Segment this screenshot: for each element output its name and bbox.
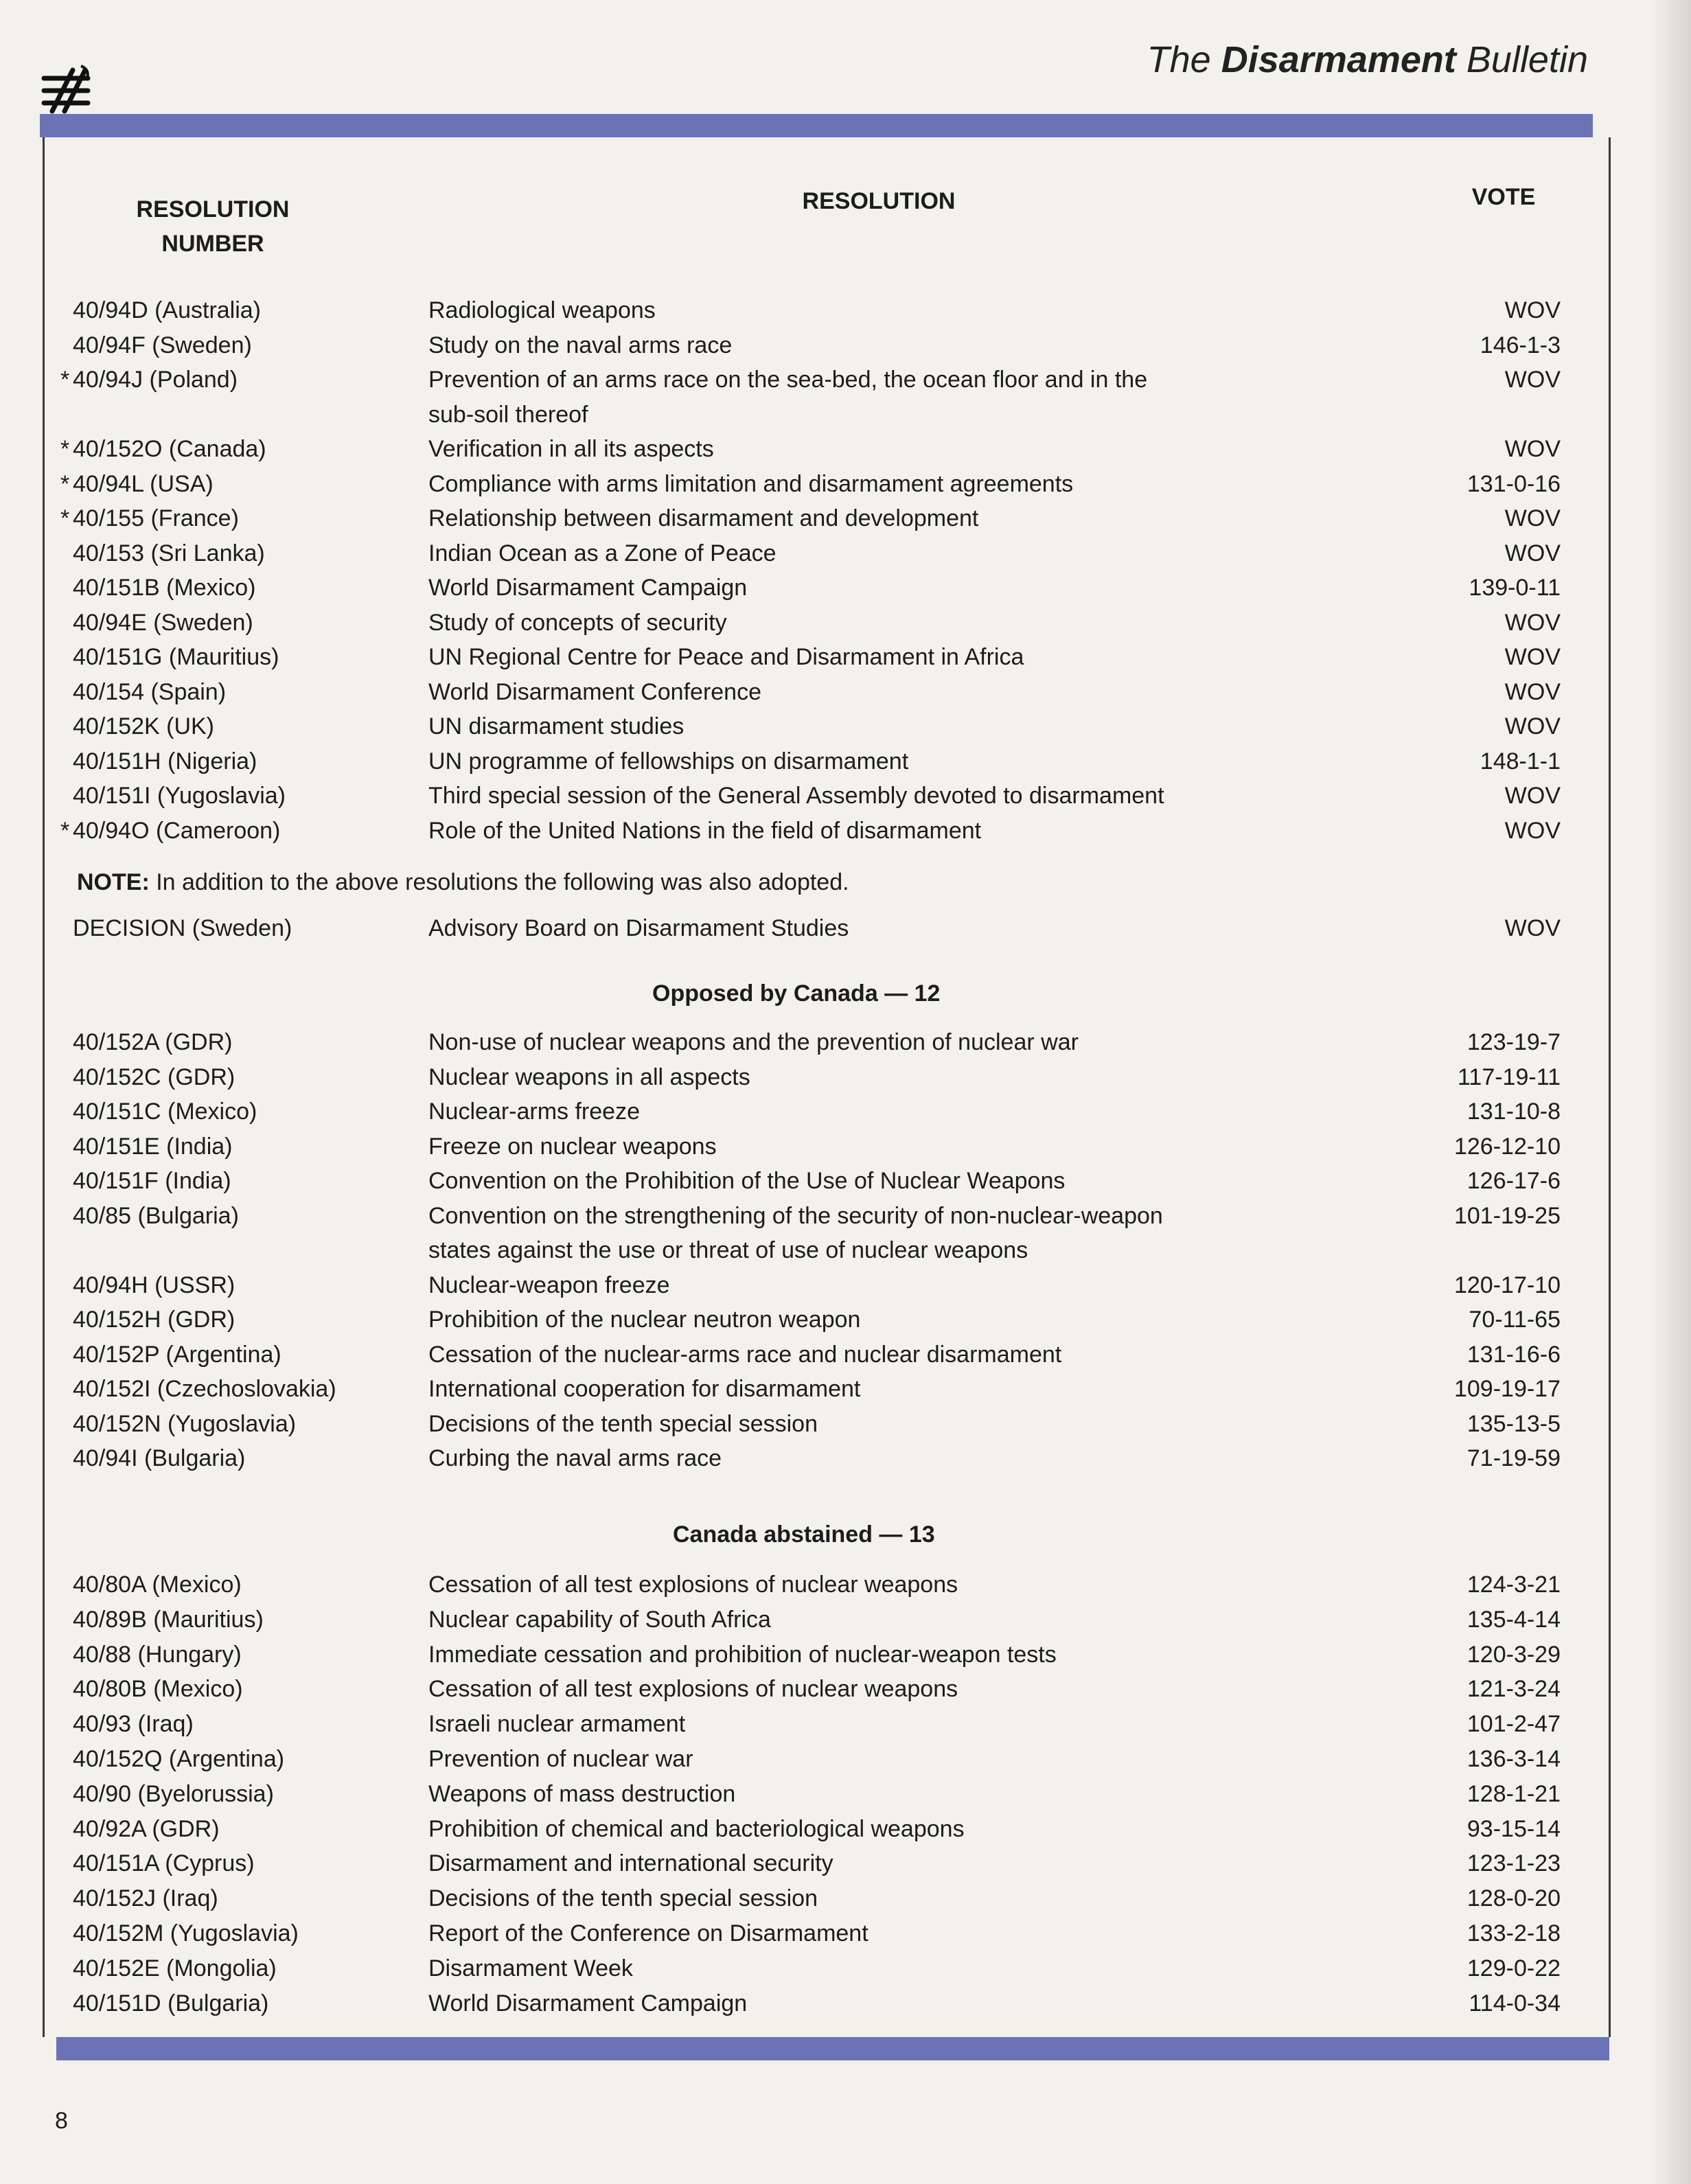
resolution-title: World Disarmament Campaign <box>428 575 748 601</box>
table-row <box>0 1340 1691 1374</box>
resolution-title: Prohibition of the nuclear neutron weapon <box>428 1307 861 1333</box>
resolution-title: Third special session of the General Assembly devoted to disarmament <box>428 783 1164 809</box>
resolution-title: Verification in all its aspects <box>428 436 714 462</box>
resolution-title: World Disarmament Campaign <box>428 1990 748 2016</box>
resolution-number: 40/152H (GDR) <box>73 1307 235 1333</box>
resolution-number: 40/80A (Mexico) <box>73 1572 242 1598</box>
resolution-vote: WOV <box>1504 783 1561 809</box>
resolution-title: Decisions of the tenth special session <box>428 1885 818 1912</box>
resolution-vote: WOV <box>1504 644 1561 670</box>
table-row <box>0 1605 1691 1639</box>
resolution-title: Prevention of an arms race on the sea-bed, the ocean floor and in the <box>428 367 1148 393</box>
note-label: NOTE: <box>77 869 150 895</box>
resolution-title: Nuclear-arms freeze <box>428 1099 640 1125</box>
decision-row <box>0 913 1691 947</box>
resolution-vote: 135-4-14 <box>1466 1606 1561 1633</box>
table-row <box>0 469 1691 503</box>
resolution-vote: 133-2-18 <box>1466 1920 1561 1946</box>
resolution-vote: 120-17-10 <box>1453 1272 1561 1298</box>
resolution-vote: 131-0-16 <box>1466 470 1561 497</box>
resolution-number: 40/151A (Cyprus) <box>73 1850 255 1877</box>
resolution-number: 40/152P (Argentina) <box>73 1341 281 1368</box>
table-row <box>0 608 1691 642</box>
opposed-section-title: Opposed by Canada — 12 <box>652 980 941 1007</box>
resolution-vote: 109-19-17 <box>1453 1376 1561 1402</box>
table-row <box>0 295 1691 330</box>
table-row <box>0 1027 1691 1061</box>
resolution-title: Relationship between disarmament and development <box>428 505 979 531</box>
resolution-vote: 131-10-8 <box>1466 1099 1561 1125</box>
resolution-number: 40/152K (UK) <box>73 713 214 739</box>
table-row <box>0 1409 1691 1443</box>
table-row <box>0 1570 1691 1604</box>
resolution-vote: WOV <box>1504 817 1561 844</box>
resolution-number: 40/152O (Canada) <box>73 436 266 462</box>
resolution-title: UN disarmament studies <box>428 713 685 739</box>
resolution-title: Study on the naval arms race <box>428 332 733 358</box>
resolution-vote: 128-1-21 <box>1466 1780 1561 1807</box>
resolution-number: 40/94F (Sweden) <box>73 332 252 358</box>
resolution-number: 40/151B (Mexico) <box>73 575 256 601</box>
resolution-vote: 126-12-10 <box>1453 1133 1561 1160</box>
resolution-number: 40/153 (Sri Lanka) <box>73 540 265 566</box>
resolution-title: Decisions of the tenth special session <box>428 1410 818 1437</box>
resolution-title: Israeli nuclear armament <box>428 1711 686 1738</box>
resolution-vote: 123-19-7 <box>1466 1029 1561 1055</box>
resolution-title: Prevention of nuclear war <box>428 1746 693 1772</box>
resolution-number: 40/152M (Yugoslavia) <box>73 1920 299 1946</box>
resolution-title: World Disarmament Conference <box>428 678 761 705</box>
resolution-title: Freeze on nuclear weapons <box>428 1133 717 1160</box>
resolution-number: 40/94H (USSR) <box>73 1272 235 1298</box>
resolution-number: 40/94L (USA) <box>73 470 214 497</box>
resolution-vote: WOV <box>1504 609 1561 636</box>
table-row <box>0 642 1691 676</box>
decision-vote: WOV <box>1504 915 1561 941</box>
top-color-band <box>40 114 1593 137</box>
table-row <box>0 711 1691 746</box>
table-row <box>0 1270 1691 1304</box>
table-row <box>0 1201 1691 1235</box>
resolution-vote: 131-16-6 <box>1466 1341 1561 1368</box>
header-vote: VOTE <box>1471 184 1536 210</box>
decision-title: Advisory Board on Disarmament Studies <box>428 915 849 941</box>
abstained-section-title: Canada abstained — 13 <box>673 1521 935 1548</box>
resolution-number: 40/151D (Bulgaria) <box>73 1990 269 2016</box>
resolution-title: Nuclear capability of South Africa <box>428 1606 771 1633</box>
resolution-number: 40/90 (Byelorussia) <box>73 1780 274 1807</box>
resolution-number: 40/151H (Nigeria) <box>73 748 257 774</box>
table-row <box>0 400 1691 434</box>
table-row <box>0 1883 1691 1918</box>
table-row <box>0 538 1691 573</box>
resolution-number: 40/94E (Sweden) <box>73 609 253 636</box>
resolution-vote: 121-3-24 <box>1466 1676 1561 1703</box>
resolution-title: Report of the Conference on Disarmament <box>428 1920 868 1946</box>
resolution-vote: WOV <box>1504 505 1561 531</box>
resolution-number: 40/89B (Mauritius) <box>73 1606 264 1633</box>
resolution-vote: 148-1-1 <box>1480 748 1561 774</box>
resolution-number: 40/152A (GDR) <box>73 1029 233 1055</box>
resolution-title: Cessation of all test explosions of nuclear weapons <box>428 1572 958 1598</box>
resolution-vote: 101-2-47 <box>1466 1711 1561 1738</box>
table-row <box>0 330 1691 365</box>
resolution-vote: 126-17-6 <box>1466 1168 1561 1194</box>
resolution-marker: * <box>60 817 70 844</box>
resolution-number: 40/92A (GDR) <box>73 1815 220 1842</box>
resolution-vote: 128-0-20 <box>1466 1885 1561 1912</box>
resolution-vote: 114-0-34 <box>1469 1990 1561 2016</box>
resolution-vote: 136-3-14 <box>1466 1746 1561 1772</box>
header-resolution-number: RESOLUTION NUMBER <box>136 196 290 257</box>
resolution-number: 40/151F (India) <box>73 1168 231 1194</box>
table-row <box>0 1304 1691 1339</box>
resolution-number: 40/85 (Bulgaria) <box>73 1202 239 1229</box>
resolution-number: 40/88 (Hungary) <box>73 1641 242 1668</box>
resolution-title: International cooperation for disarmament <box>428 1376 861 1402</box>
resolution-vote: WOV <box>1504 540 1561 566</box>
table-row <box>0 1953 1691 1988</box>
resolution-vote: 146-1-3 <box>1480 332 1561 358</box>
table-row <box>0 1709 1691 1743</box>
resolution-number: 40/80B (Mexico) <box>73 1676 243 1703</box>
resolution-vote: 124-3-21 <box>1466 1572 1561 1598</box>
resolution-number: 40/151C (Mexico) <box>73 1099 257 1125</box>
note <box>77 869 849 896</box>
resolution-title: Study of concepts of security <box>428 609 727 636</box>
table-row <box>0 1918 1691 1953</box>
table-row <box>0 1674 1691 1708</box>
table-row <box>0 816 1691 850</box>
resolution-number: 40/152E (Mongolia) <box>73 1955 277 1981</box>
resolution-number: 40/94O (Cameroon) <box>73 817 281 844</box>
table-row <box>0 503 1691 538</box>
table-row <box>0 1166 1691 1200</box>
resolution-number: 40/151I (Yugoslavia) <box>73 783 286 809</box>
resolution-title: Non-use of nuclear weapons and the prevention of nuclear war <box>428 1029 1079 1055</box>
resolution-vote: 120-3-29 <box>1466 1641 1561 1668</box>
resolution-vote: 135-13-5 <box>1466 1410 1561 1437</box>
resolution-marker: * <box>60 470 70 497</box>
decision-number: DECISION (Sweden) <box>73 915 292 941</box>
resolution-title: Disarmament and international security <box>428 1850 833 1877</box>
resolution-number: 40/155 (France) <box>73 505 239 531</box>
resolution-number: 40/93 (Iraq) <box>73 1711 194 1738</box>
table-row <box>0 365 1691 399</box>
resolution-number: 40/152I (Czechoslovakia) <box>73 1376 336 1402</box>
resolution-vote: 123-1-23 <box>1466 1850 1561 1877</box>
table-row <box>0 781 1691 815</box>
resolution-title: Cessation of all test explosions of nuclear weapons <box>428 1676 958 1703</box>
table-row <box>0 1779 1691 1813</box>
resolution-title: Prohibition of chemical and bacteriological weapons <box>428 1815 965 1842</box>
resolution-title: Cessation of the nuclear-arms race and nuclear disarmament <box>428 1341 1062 1368</box>
resolution-number: 40/94J (Poland) <box>73 367 238 393</box>
table-row <box>0 1374 1691 1408</box>
resolution-title: Indian Ocean as a Zone of Peace <box>428 540 777 566</box>
resolution-vote: 139-0-11 <box>1469 575 1561 601</box>
resolution-title: UN Regional Centre for Peace and Disarmament in Africa <box>428 644 1024 670</box>
resolution-number: 40/94D (Australia) <box>73 297 262 323</box>
resolution-vote: WOV <box>1504 367 1561 393</box>
resolution-number: 40/152C (GDR) <box>73 1064 235 1090</box>
table-row <box>0 1640 1691 1674</box>
resolution-vote: WOV <box>1504 678 1561 705</box>
resolution-number: 40/94I (Bulgaria) <box>73 1445 246 1471</box>
resolution-number: 40/152J (Iraq) <box>73 1885 218 1912</box>
table-row <box>0 1131 1691 1166</box>
resolution-title: Immediate cessation and prohibition of nuclear-weapon tests <box>428 1641 1057 1668</box>
resolution-number: 40/152Q (Argentina) <box>73 1746 285 1772</box>
resolution-number: 40/152N (Yugoslavia) <box>73 1410 297 1437</box>
masthead-title: The Disarmament Bulletin <box>1147 39 1588 80</box>
table-row <box>0 1848 1691 1883</box>
resolution-number: 40/151G (Mauritius) <box>73 644 279 670</box>
table-row <box>0 1988 1691 2023</box>
resolution-vote: WOV <box>1504 436 1561 462</box>
bulletin-logo-icon <box>40 63 95 118</box>
resolution-title: Disarmament Week <box>428 1955 633 1981</box>
bottom-color-band <box>56 2037 1609 2060</box>
resolution-title: Role of the United Nations in the field of disarmament <box>428 817 982 844</box>
resolution-title: Nuclear weapons in all aspects <box>428 1064 750 1090</box>
table-row <box>0 573 1691 607</box>
resolution-marker: * <box>60 436 70 462</box>
resolution-marker: * <box>60 505 70 531</box>
resolution-title: states against the use or threat of use of nuclear weapons <box>428 1237 1028 1263</box>
resolution-marker: * <box>60 367 70 393</box>
table-row <box>0 1744 1691 1778</box>
table-row <box>0 434 1691 468</box>
table-row <box>0 1096 1691 1131</box>
resolution-vote: 93-15-14 <box>1466 1815 1561 1842</box>
resolution-title: Nuclear-weapon freeze <box>428 1272 670 1298</box>
table-row <box>0 677 1691 711</box>
resolution-title: Compliance with arms limitation and disarmament agreements <box>428 470 1074 497</box>
table-row <box>0 1814 1691 1848</box>
header-resolution: RESOLUTION <box>802 188 956 214</box>
resolution-vote: WOV <box>1504 713 1561 739</box>
table-row <box>0 1443 1691 1478</box>
resolution-vote: WOV <box>1504 297 1561 323</box>
resolution-vote: 70-11-65 <box>1469 1307 1561 1333</box>
note-text: In addition to the above resolutions the following was also adopted. <box>149 869 849 895</box>
resolution-title: Curbing the naval arms race <box>428 1445 722 1471</box>
table-row <box>0 1062 1691 1096</box>
resolution-vote: 117-19-11 <box>1458 1064 1561 1090</box>
table-row <box>0 746 1691 781</box>
table-row <box>0 1235 1691 1269</box>
resolution-vote: 71-19-59 <box>1466 1445 1561 1471</box>
resolution-title: UN programme of fellowships on disarmament <box>428 748 909 774</box>
resolution-title: Convention on the strengthening of the security of non-nuclear-weapon <box>428 1202 1163 1229</box>
resolution-title: Radiological weapons <box>428 297 656 323</box>
resolution-title: sub-soil thereof <box>428 401 588 428</box>
page-number: 8 <box>55 2108 68 2134</box>
resolution-title: Weapons of mass destruction <box>428 1780 736 1807</box>
resolution-title: Convention on the Prohibition of the Use of Nuclear Weapons <box>428 1168 1066 1194</box>
resolution-number: 40/154 (Spain) <box>73 678 227 705</box>
resolution-number: 40/151E (India) <box>73 1133 233 1160</box>
resolution-vote: 101-19-25 <box>1453 1202 1561 1229</box>
resolution-vote: 129-0-22 <box>1466 1955 1561 1981</box>
